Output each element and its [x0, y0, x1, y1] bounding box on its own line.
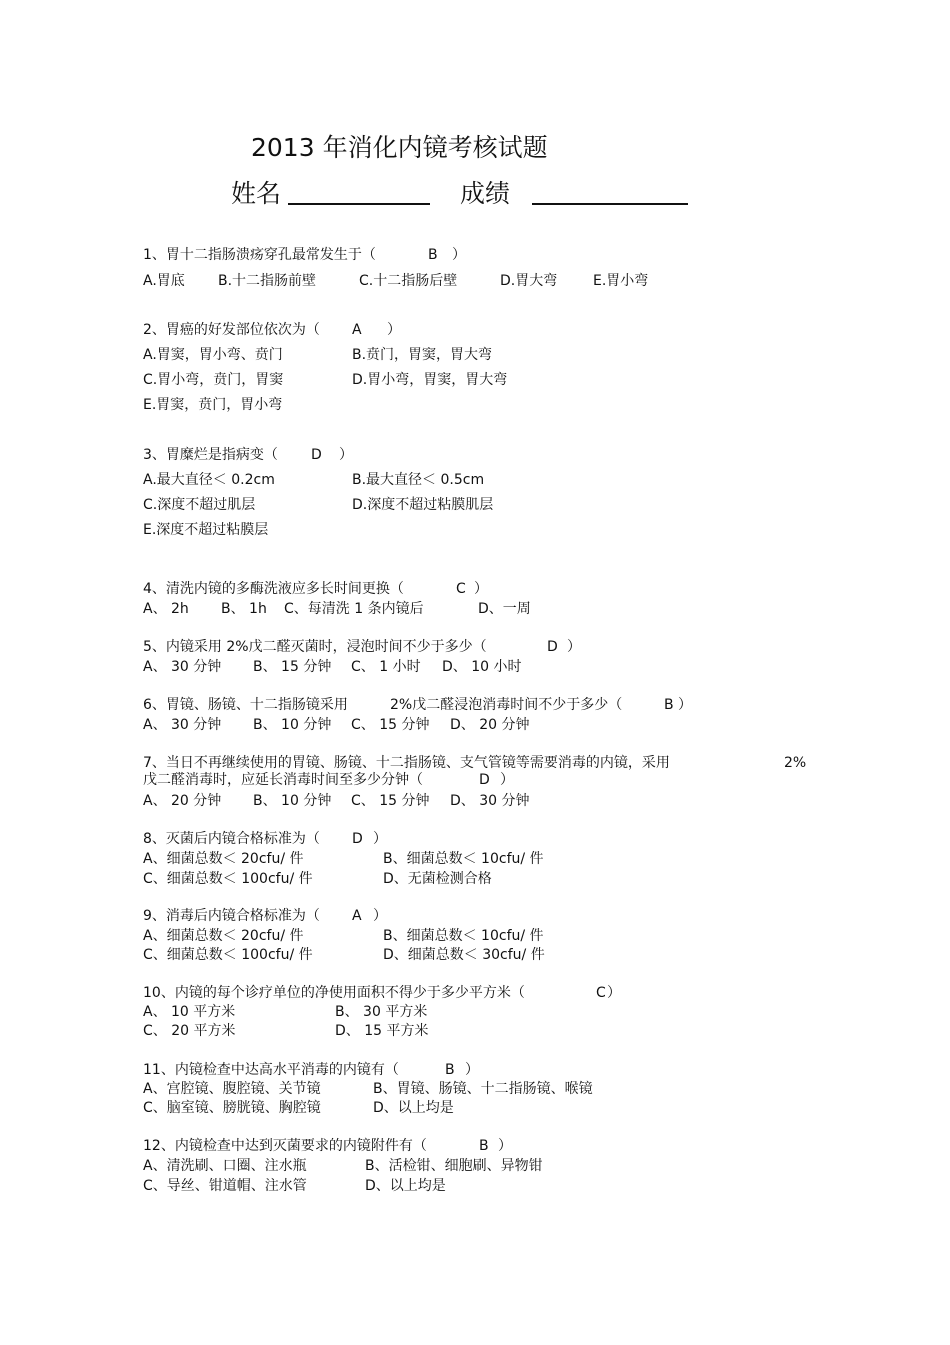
- option: A.最大直径＜ 0.2cm: [143, 472, 275, 488]
- question-stem: 12、内镜检查中达到灭菌要求的内镜附件有（: [143, 1138, 427, 1154]
- option: B、 15 分钟: [253, 659, 332, 675]
- option: A、 2h: [143, 601, 189, 617]
- bracket-close: ）: [339, 447, 353, 463]
- question-stem-continued: 戊二醛消毒时，应延长消毒时间至多少分钟（: [143, 772, 423, 788]
- option: C、导丝、钳道帽、注水管: [143, 1178, 307, 1194]
- bracket-close: ）: [678, 697, 692, 713]
- question-stem: 6、胃镜、肠镜、十二指肠镜采用: [143, 697, 348, 713]
- option: D.深度不超过粘膜肌层: [352, 497, 494, 513]
- option: E.深度不超过粘膜层: [143, 522, 269, 538]
- answer: D: [352, 831, 363, 847]
- option: E.胃窦，贲门，胃小弯: [143, 397, 283, 413]
- option: B.贲门，胃窦，胃大弯: [352, 347, 493, 363]
- question-stem: 3、胃糜烂是指病变（: [143, 447, 278, 463]
- option: C、 1 小时: [351, 659, 421, 675]
- option: C、细菌总数＜ 100cfu/ 件: [143, 947, 313, 963]
- question-stem: 10、内镜的每个诊疗单位的净使用面积不得少于多少平方米（: [143, 985, 525, 1001]
- option: B、 1h: [221, 601, 267, 617]
- option: D、无菌检测合格: [383, 871, 492, 887]
- answer: D: [479, 772, 490, 788]
- option: A.胃窦，胃小弯、贲门: [143, 347, 283, 363]
- question-stem-continued: 2%戊二醛浸泡消毒时间不少于多少（: [390, 697, 623, 713]
- bracket-close: ）: [567, 639, 581, 655]
- option: A、宫腔镜、腹腔镜、关节镜: [143, 1081, 321, 1097]
- question-stem: 4、清洗内镜的多酶洗液应多长时间更换（: [143, 581, 404, 597]
- option: A、 30 分钟: [143, 717, 222, 733]
- question-stem: 1、胃十二指肠溃疡穿孔最常发生于（: [143, 247, 376, 263]
- question-stem: 2、胃癌的好发部位依次为（: [143, 322, 320, 338]
- option: D、 10 小时: [442, 659, 522, 675]
- option: A.胃底: [143, 273, 185, 289]
- bracket-close: ）: [465, 1062, 479, 1078]
- option: D、一周: [478, 601, 531, 617]
- option: B、 10 分钟: [253, 717, 332, 733]
- bracket-close: ）: [474, 581, 488, 597]
- option: D、以上均是: [365, 1178, 446, 1194]
- option: C.胃小弯，贲门，胃窦: [143, 372, 284, 388]
- answer: B: [445, 1062, 455, 1078]
- name-field[interactable]: [288, 203, 430, 205]
- option: C、每清洗 1 条内镜后: [284, 601, 424, 617]
- option: C.十二指肠后壁: [359, 273, 458, 289]
- answer: B: [428, 247, 438, 263]
- answer: B: [664, 697, 674, 713]
- option: D.胃小弯，胃窦，胃大弯: [352, 372, 508, 388]
- question-stem: 7、当日不再继续使用的胃镜、肠镜、十二指肠镜、支气管镜等需要消毒的内镜，采用: [143, 755, 670, 771]
- page-title: 2013 年消化内镜考核试题: [251, 133, 548, 162]
- question-stem: 9、消毒后内镜合格标准为（: [143, 908, 320, 924]
- bracket-close: ）: [373, 908, 387, 924]
- option: D、以上均是: [373, 1100, 454, 1116]
- bracket-close: ）: [607, 985, 621, 1001]
- option: A、 10 平方米: [143, 1004, 236, 1020]
- option: A、清洗刷、口圈、注水瓶: [143, 1158, 307, 1174]
- bracket-close: ）: [387, 322, 401, 338]
- option: B.十二指肠前壁: [218, 273, 317, 289]
- question-stem: 5、内镜采用 2%戊二醛灭菌时，浸泡时间不少于多少（: [143, 639, 487, 655]
- option: B、 10 分钟: [253, 793, 332, 809]
- score-field[interactable]: [532, 203, 688, 205]
- answer: C: [456, 581, 466, 597]
- option: C、细菌总数＜ 100cfu/ 件: [143, 871, 313, 887]
- option: A、细菌总数＜ 20cfu/ 件: [143, 851, 304, 867]
- option: A、细菌总数＜ 20cfu/ 件: [143, 928, 304, 944]
- option: D、细菌总数＜ 30cfu/ 件: [383, 947, 545, 963]
- option: B.最大直径＜ 0.5cm: [352, 472, 485, 488]
- bracket-close: ）: [452, 247, 466, 263]
- question-stem: 11、内镜检查中达高水平消毒的内镜有（: [143, 1062, 399, 1078]
- option: B、细菌总数＜ 10cfu/ 件: [383, 851, 544, 867]
- option: D.胃大弯: [500, 273, 558, 289]
- answer: A: [352, 908, 362, 924]
- option: C、 15 分钟: [351, 717, 430, 733]
- answer: B: [479, 1138, 489, 1154]
- score-label: 成绩: [460, 179, 511, 208]
- option: C、 15 分钟: [351, 793, 430, 809]
- option: C、脑室镜、膀胱镜、胸腔镜: [143, 1100, 321, 1116]
- option: D、 20 分钟: [450, 717, 530, 733]
- bracket-close: ）: [500, 772, 514, 788]
- option: A、 20 分钟: [143, 793, 222, 809]
- option: C.深度不超过肌层: [143, 497, 256, 513]
- answer: D: [547, 639, 558, 655]
- option: A、 30 分钟: [143, 659, 222, 675]
- option: C、 20 平方米: [143, 1023, 236, 1039]
- answer: D: [311, 447, 322, 463]
- option: B、 30 平方米: [335, 1004, 428, 1020]
- bracket-close: ）: [498, 1138, 512, 1154]
- option: B、胃镜、肠镜、十二指肠镜、喉镜: [373, 1081, 593, 1097]
- option: D、 15 平方米: [335, 1023, 429, 1039]
- question-stem-tail: 2%: [784, 755, 807, 771]
- answer: A: [352, 322, 362, 338]
- question-stem: 8、灭菌后内镜合格标准为（: [143, 831, 320, 847]
- option: B、细菌总数＜ 10cfu/ 件: [383, 928, 544, 944]
- bracket-close: ）: [373, 831, 387, 847]
- option: D、 30 分钟: [450, 793, 530, 809]
- name-label: 姓名: [231, 179, 282, 208]
- option: B、活检钳、细胞刷、异物钳: [365, 1158, 543, 1174]
- option: E.胃小弯: [593, 273, 649, 289]
- answer: C: [596, 985, 606, 1001]
